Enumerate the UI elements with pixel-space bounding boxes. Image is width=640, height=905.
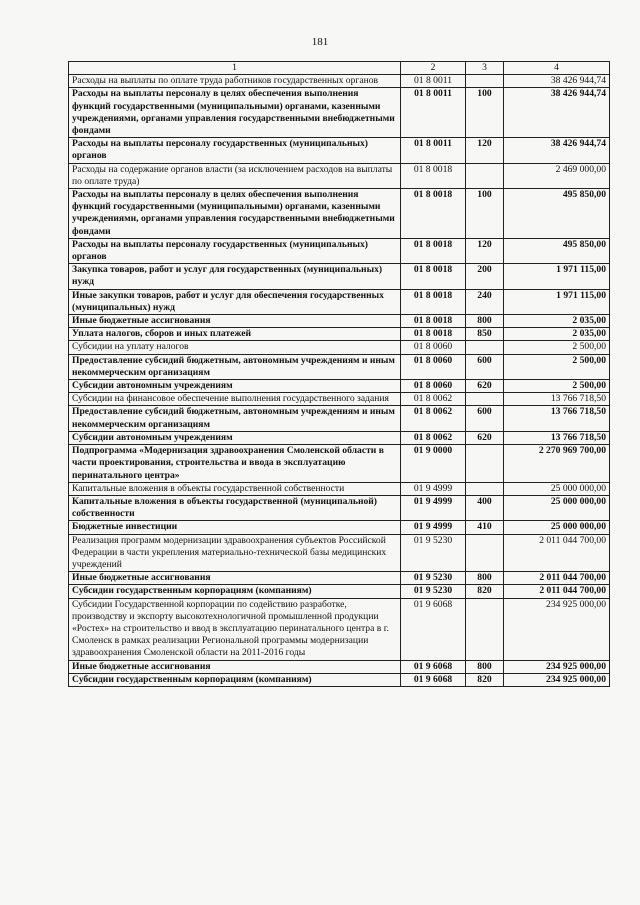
- row-amount: 2 500,00: [504, 380, 610, 393]
- row-name: Уплата налогов, сборов и иных платежей: [69, 328, 401, 341]
- table-row: [69, 289, 610, 314]
- row-code: 01 9 4999: [401, 495, 466, 520]
- row-amount: 38 426 944,74: [504, 75, 610, 88]
- row-code: 01 9 5230: [401, 572, 466, 585]
- row-name: Субсидии автономным учреждениям: [69, 380, 401, 393]
- table-row: [69, 482, 610, 495]
- row-expense-type: 100: [466, 88, 504, 138]
- budget-table-body: [69, 62, 610, 687]
- row-code: 01 8 0018: [401, 289, 466, 314]
- row-name: Иные бюджетные ассигнования: [69, 660, 401, 673]
- row-amount: 2 011 044 700,00: [504, 572, 610, 585]
- row-amount: 38 426 944,74: [504, 88, 610, 138]
- row-amount: 25 000 000,00: [504, 482, 610, 495]
- table-row: [69, 75, 610, 88]
- table-row: [69, 495, 610, 520]
- row-name: Субсидии государственным корпорациям (компаниям): [69, 673, 401, 686]
- row-expense-type: 240: [466, 289, 504, 314]
- row-expense-type: [466, 598, 504, 660]
- table-row: [69, 406, 610, 431]
- row-amount: 2 011 044 700,00: [504, 585, 610, 598]
- row-name: Иные бюджетные ассигнования: [69, 315, 401, 328]
- row-amount: 495 850,00: [504, 189, 610, 239]
- row-amount: 13 766 718,50: [504, 406, 610, 431]
- row-expense-type: 400: [466, 495, 504, 520]
- table-row: [69, 431, 610, 444]
- row-amount: 495 850,00: [504, 238, 610, 263]
- table-row: [69, 238, 610, 263]
- table-row: [69, 585, 610, 598]
- row-name: Предоставление субсидий бюджетным, автономным учреждениям и иным некоммерческим организациям: [69, 406, 401, 431]
- row-code: 01 8 0018: [401, 315, 466, 328]
- row-code: 01 8 0011: [401, 138, 466, 163]
- row-amount: 1 971 115,00: [504, 264, 610, 289]
- row-code: 01 9 6068: [401, 673, 466, 686]
- row-expense-type: [466, 341, 504, 354]
- table-row: [69, 660, 610, 673]
- table-row: [69, 88, 610, 138]
- row-amount: 25 000 000,00: [504, 495, 610, 520]
- row-expense-type: 620: [466, 380, 504, 393]
- table-row: [69, 380, 610, 393]
- row-expense-type: [466, 445, 504, 483]
- table-row: [69, 264, 610, 289]
- row-code: 01 9 4999: [401, 521, 466, 534]
- row-name: Расходы на выплаты персоналу государственных (муниципальных) органов: [69, 138, 401, 163]
- table-row: [69, 341, 610, 354]
- row-expense-type: 800: [466, 315, 504, 328]
- row-name: Расходы на выплаты по оплате труда работников государственных органов: [69, 75, 401, 88]
- row-amount: 25 000 000,00: [504, 521, 610, 534]
- header-col-code: 2: [401, 62, 466, 75]
- row-name: Предоставление субсидий бюджетным, автономным учреждениям и иным некоммерческим организациям: [69, 354, 401, 379]
- table-row: [69, 315, 610, 328]
- table-row: [69, 138, 610, 163]
- row-amount: 2 035,00: [504, 328, 610, 341]
- table-row: [69, 445, 610, 483]
- row-amount: 38 426 944,74: [504, 138, 610, 163]
- table-row: [69, 163, 610, 188]
- table-row: [69, 598, 610, 660]
- row-amount: 2 500,00: [504, 354, 610, 379]
- row-expense-type: 600: [466, 354, 504, 379]
- row-expense-type: 410: [466, 521, 504, 534]
- row-name: Капитальные вложения в объекты государственной (муниципальной) собственности: [69, 495, 401, 520]
- row-name: Субсидии на финансовое обеспечение выполнения государственного задания: [69, 393, 401, 406]
- row-name: Расходы на выплаты персоналу государственных (муниципальных) органов: [69, 238, 401, 263]
- table-row: [69, 328, 610, 341]
- table-row: [69, 354, 610, 379]
- row-amount: 2 469 000,00: [504, 163, 610, 188]
- row-code: 01 8 0060: [401, 341, 466, 354]
- row-code: 01 8 0062: [401, 431, 466, 444]
- row-name: Капитальные вложения в объекты государственной собственности: [69, 482, 401, 495]
- table-row: [69, 521, 610, 534]
- row-amount: 13 766 718,50: [504, 393, 610, 406]
- row-name: Расходы на выплаты персоналу в целях обеспечения выполнения функций государственными (муниципальными) органами, казенными учреждениями, органами управления государственными внебюджетными фондами: [69, 88, 401, 138]
- row-amount: 234 925 000,00: [504, 660, 610, 673]
- row-expense-type: [466, 393, 504, 406]
- header-col-name: 1: [69, 62, 401, 75]
- budget-table: [68, 61, 610, 687]
- row-name: Бюджетные инвестиции: [69, 521, 401, 534]
- row-name: Субсидии Государственной корпорации по содействию разработке, производству и экспорту высокотехнологичной промышленной продукции «Ростех» на строительство и ввод в эксплуатацию перинатального центра в г. Смоленск в рамках реализации Региональной программы модернизации здравоохранения Смоленской области на 2011-2016 годы: [69, 598, 401, 660]
- table-row: [69, 673, 610, 686]
- row-expense-type: 620: [466, 431, 504, 444]
- header-col-vr: 3: [466, 62, 504, 75]
- row-expense-type: 120: [466, 138, 504, 163]
- row-name: Субсидии на уплату налогов: [69, 341, 401, 354]
- row-name: Иные закупки товаров, работ и услуг для обеспечения государственных (муниципальных) нужд: [69, 289, 401, 314]
- row-name: Субсидии государственным корпорациям (компаниям): [69, 585, 401, 598]
- row-expense-type: 800: [466, 660, 504, 673]
- table-header-row: [69, 62, 610, 75]
- row-code: 01 9 5230: [401, 534, 466, 572]
- row-expense-type: 200: [466, 264, 504, 289]
- row-expense-type: 820: [466, 585, 504, 598]
- row-expense-type: 820: [466, 673, 504, 686]
- row-name: Подпрограмма «Модернизация здравоохранения Смоленской области в части проектирования, строительства и ввода в эксплуатацию перинатального центра»: [69, 445, 401, 483]
- row-amount: 2 011 044 700,00: [504, 534, 610, 572]
- page-number: 181: [311, 36, 329, 48]
- row-amount: 2 035,00: [504, 315, 610, 328]
- row-amount: 234 925 000,00: [504, 673, 610, 686]
- row-name: Реализация программ модернизации здравоохранения субъектов Российской Федерации в части укрепления материально-технической базы медицинских учреждений: [69, 534, 401, 572]
- row-code: 01 8 0018: [401, 328, 466, 341]
- row-expense-type: 600: [466, 406, 504, 431]
- row-expense-type: [466, 534, 504, 572]
- row-code: 01 8 0018: [401, 189, 466, 239]
- row-code: 01 8 0018: [401, 264, 466, 289]
- row-amount: 2 270 969 700,00: [504, 445, 610, 483]
- row-name: Расходы на содержание органов власти (за исключением расходов на выплаты по оплате труда): [69, 163, 401, 188]
- row-expense-type: 850: [466, 328, 504, 341]
- row-code: 01 8 0060: [401, 380, 466, 393]
- row-code: 01 8 0060: [401, 354, 466, 379]
- row-expense-type: 800: [466, 572, 504, 585]
- row-amount: 13 766 718,50: [504, 431, 610, 444]
- row-code: 01 8 0018: [401, 163, 466, 188]
- row-amount: 1 971 115,00: [504, 289, 610, 314]
- row-code: 01 8 0062: [401, 406, 466, 431]
- row-code: 01 8 0018: [401, 238, 466, 263]
- row-name: Иные бюджетные ассигнования: [69, 572, 401, 585]
- row-expense-type: [466, 163, 504, 188]
- table-row: [69, 393, 610, 406]
- row-amount: 234 925 000,00: [504, 598, 610, 660]
- row-name: Субсидии автономным учреждениям: [69, 431, 401, 444]
- table-row: [69, 189, 610, 239]
- row-code: 01 9 0000: [401, 445, 466, 483]
- row-code: 01 9 4999: [401, 482, 466, 495]
- row-expense-type: [466, 482, 504, 495]
- table-row: [69, 572, 610, 585]
- row-expense-type: 100: [466, 189, 504, 239]
- row-amount: 2 500,00: [504, 341, 610, 354]
- row-code: 01 9 6068: [401, 598, 466, 660]
- row-code: 01 8 0011: [401, 75, 466, 88]
- row-code: 01 8 0011: [401, 88, 466, 138]
- table-row: [69, 534, 610, 572]
- row-expense-type: [466, 75, 504, 88]
- row-code: 01 9 6068: [401, 660, 466, 673]
- row-name: Закупка товаров, работ и услуг для государственных (муниципальных) нужд: [69, 264, 401, 289]
- row-code: 01 9 5230: [401, 585, 466, 598]
- row-expense-type: 120: [466, 238, 504, 263]
- header-col-amount: 4: [504, 62, 610, 75]
- row-name: Расходы на выплаты персоналу в целях обеспечения выполнения функций государственными (муниципальными) органами, казенными учреждениями, органами управления государственными внебюджетными фондами: [69, 189, 401, 239]
- row-code: 01 8 0062: [401, 393, 466, 406]
